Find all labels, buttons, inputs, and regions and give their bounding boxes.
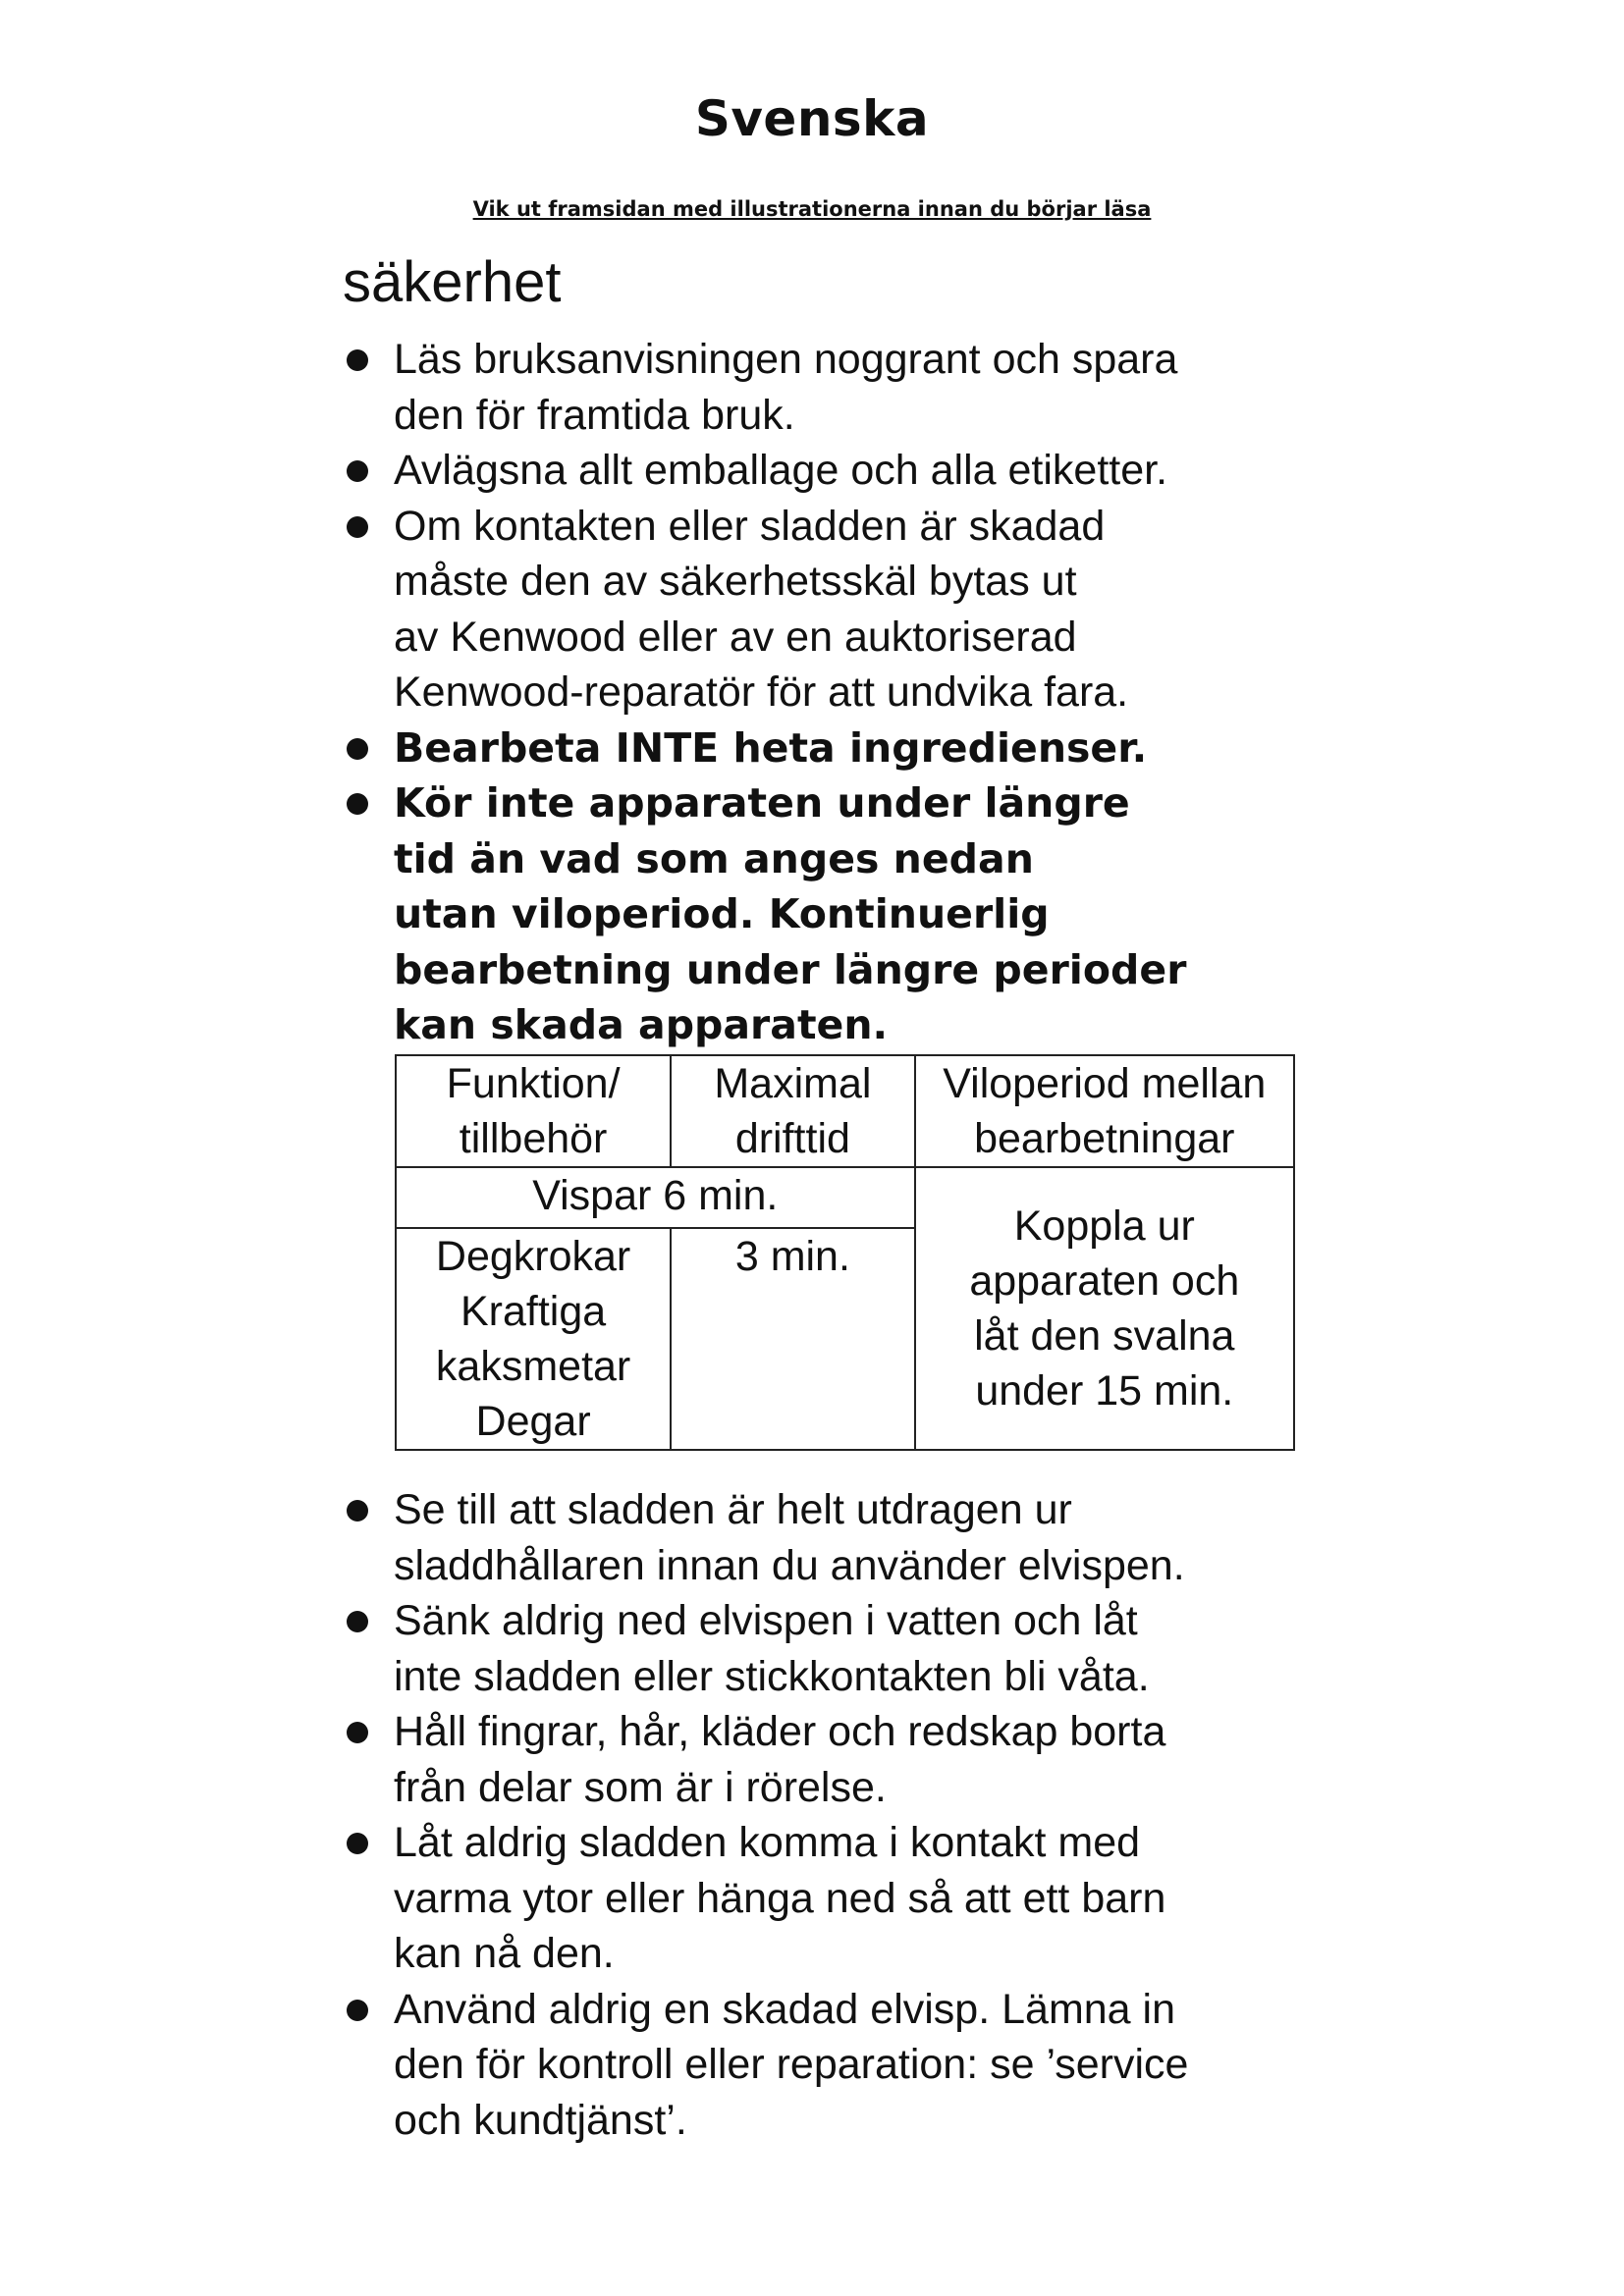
safety-list-top	[343, 332, 1325, 1053]
list-item-line: Avlägsna allt emballage och alla etiketter.	[394, 447, 1168, 494]
bullet-icon	[347, 349, 368, 371]
list-item-line: Bearbeta INTE heta ingredienser.	[394, 723, 1148, 772]
header-max-time	[671, 1055, 914, 1167]
cell-text: Degar	[475, 1398, 591, 1445]
list-item-line: kan skada apparaten.	[394, 1001, 889, 1048]
list-item-line: Kör inte apparaten under längre	[394, 779, 1130, 827]
bullet-icon	[347, 516, 368, 538]
header-text: bearbetningar	[974, 1115, 1235, 1162]
list-item-line: av Kenwood eller av en auktoriserad	[394, 613, 1077, 661]
header-text: Maximal	[714, 1060, 872, 1107]
list-item-line: Läs bruksanvisningen noggrant och spara	[394, 336, 1178, 383]
page-title: Svenska	[694, 90, 930, 147]
cell-text: apparaten och	[969, 1257, 1240, 1305]
cell-text: under 15 min.	[975, 1367, 1234, 1415]
cell-hooks-max-time	[671, 1228, 914, 1450]
cell-text: 3 min.	[734, 1233, 850, 1280]
bullet-icon	[347, 1611, 368, 1632]
list-item-warning	[343, 721, 1325, 776]
list-item-line: Kenwood-reparatör för att undvika fara.	[394, 668, 1129, 716]
cell-hooks-function	[396, 1228, 671, 1450]
list-item-line: utan viloperiod. Kontinuerlig	[394, 890, 1050, 937]
bullet-icon	[347, 793, 368, 815]
bullet-icon	[347, 738, 368, 760]
list-item-line: Använd aldrig en skadad elvisp. Lämna in	[394, 1985, 1176, 2033]
header-function	[396, 1055, 671, 1167]
bullet-icon	[347, 1833, 368, 1854]
operating-time-table	[395, 1054, 1295, 1451]
list-item-line: tid än vad som anges nedan	[394, 834, 1034, 882]
cell-text: Koppla ur	[1013, 1202, 1195, 1250]
bullet-icon	[347, 1500, 368, 1522]
list-item-line: från delar som är i rörelse.	[394, 1763, 887, 1811]
cell-whisks	[396, 1167, 915, 1228]
list-item-line: Om kontakten eller sladden är skadad	[394, 502, 1106, 550]
list-item-line: måste den av säkerhetsskäl bytas ut	[394, 558, 1077, 605]
list-item-line: och kundtjänst’.	[394, 2096, 687, 2144]
list-item	[343, 1704, 1325, 1815]
table-header-row	[396, 1055, 1294, 1167]
header-text: Viloperiod mellan	[943, 1060, 1267, 1107]
list-item	[343, 443, 1325, 499]
fold-out-instruction: Vik ut framsidan med illustrationerna innan du börjar läsa	[472, 197, 1152, 221]
list-item	[343, 1815, 1325, 1982]
section-heading: säkerhet	[343, 250, 562, 314]
list-item	[343, 1982, 1325, 2149]
list-item-line: sladdhållaren innan du använder elvispen.	[394, 1541, 1185, 1589]
cell-text: Vispar 6 min.	[532, 1172, 779, 1219]
list-item	[343, 332, 1325, 443]
cell-text: låt den svalna	[974, 1312, 1235, 1360]
list-item-line: bearbetning under längre perioder	[394, 945, 1187, 993]
cell-rest-value	[915, 1167, 1294, 1450]
cell-text: kaksmetar	[435, 1343, 631, 1390]
header-text: Funktion/	[446, 1060, 621, 1107]
list-item-line: Sänk aldrig ned elvispen i vatten och låt	[394, 1597, 1138, 1644]
list-item	[343, 499, 1325, 721]
list-item-line: kan nå den.	[394, 1930, 615, 1977]
safety-list-bottom	[343, 1482, 1325, 2148]
bullet-icon	[347, 460, 368, 482]
list-item	[343, 1482, 1325, 1593]
list-item-line: Låt aldrig sladden komma i kontakt med	[394, 1819, 1141, 1866]
list-item-line: den för kontroll eller reparation: se ’service	[394, 2041, 1189, 2088]
list-item	[343, 1593, 1325, 1704]
list-item-line: varma ytor eller hänga ned så att ett barn	[394, 1874, 1166, 1922]
cell-text: Kraftiga	[460, 1288, 607, 1335]
header-text: tillbehör	[459, 1115, 608, 1162]
bullet-icon	[347, 1722, 368, 1743]
list-item-line: Se till att sladden är helt utdragen ur	[394, 1486, 1072, 1533]
header-text: drifttid	[734, 1115, 850, 1162]
list-item-line: Håll fingrar, hår, kläder och redskap borta	[394, 1708, 1166, 1755]
list-item-line: inte sladden eller stickkontakten bli våta.	[394, 1652, 1150, 1700]
list-item-line: den för framtida bruk.	[394, 391, 795, 439]
table-row	[396, 1167, 1294, 1228]
list-item-warning	[343, 775, 1325, 1053]
bullet-icon	[347, 2000, 368, 2021]
cell-text: Degkrokar	[435, 1233, 631, 1280]
header-rest-period	[915, 1055, 1294, 1167]
